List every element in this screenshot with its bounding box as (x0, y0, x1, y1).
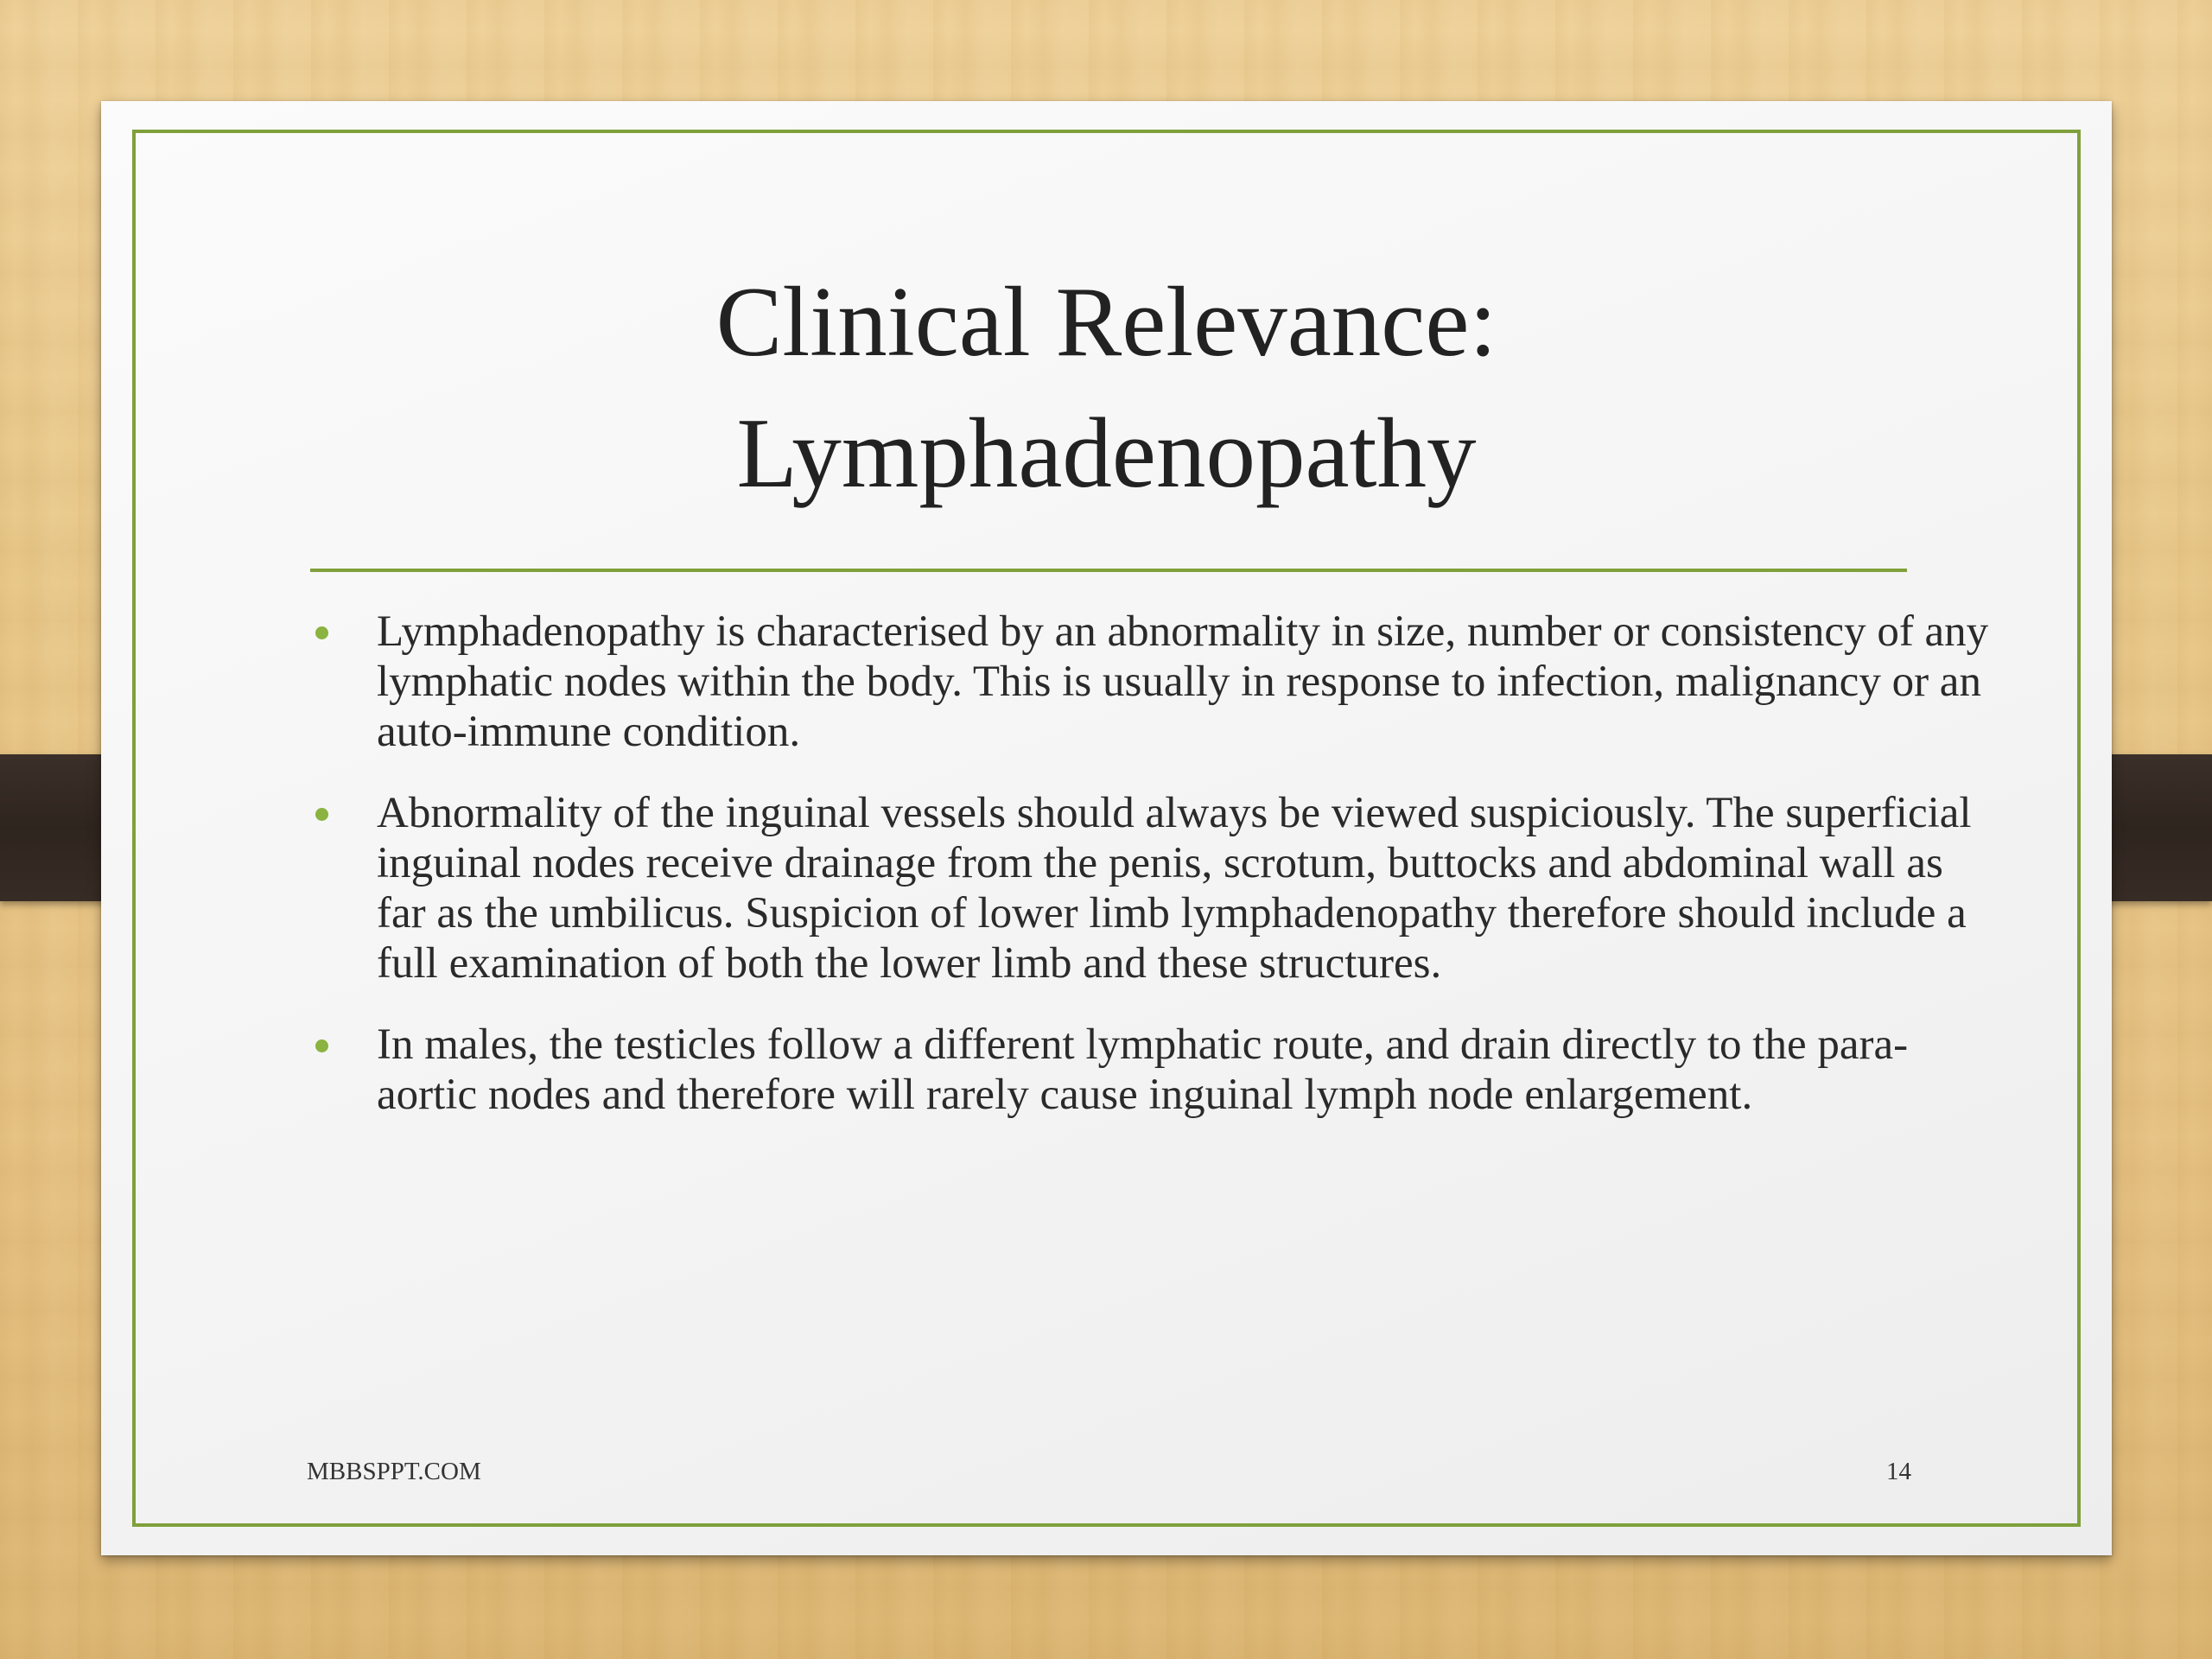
bullet-item (308, 607, 2002, 757)
slide-title (308, 257, 1904, 519)
bullet-item (308, 788, 2002, 988)
bullet-text: In males, the testicles follow a different lymphatic route, and drain directly to the para-aortic nodes and therefore will rarely cause inguinal lymph node enlargement. (377, 1020, 1909, 1119)
bullet-dot-icon (315, 1039, 328, 1052)
bullet-list (308, 607, 2002, 1151)
bullet-dot-icon (315, 808, 328, 821)
bullet-item (308, 1020, 2002, 1120)
slide-title-line-1: Clinical Relevance: (715, 267, 1497, 377)
slide-title-line-2: Lymphadenopathy (736, 398, 1477, 508)
bullet-text: Abnormality of the inguinal vessels should always be viewed suspiciously. The superficial inguinal nodes receive drainage from the penis, scrotum, buttocks and abdominal wall as far as the umbilicus. Suspicion of lower limb lymphadenopathy therefore should include a full examination of both the lower limb and these structures. (377, 789, 1972, 988)
slide (101, 101, 2112, 1555)
bullet-dot-icon (315, 626, 328, 639)
footer-source: MBBSPPT.COM (307, 1458, 481, 1485)
title-divider (310, 569, 1907, 572)
bullet-text: Lymphadenopathy is characterised by an abnormality in size, number or consistency of any lymphatic nodes within the body. This is usually in response to infection, malignancy or an auto-immune condition. (377, 607, 1989, 756)
slide-number: 14 (1886, 1458, 1911, 1485)
